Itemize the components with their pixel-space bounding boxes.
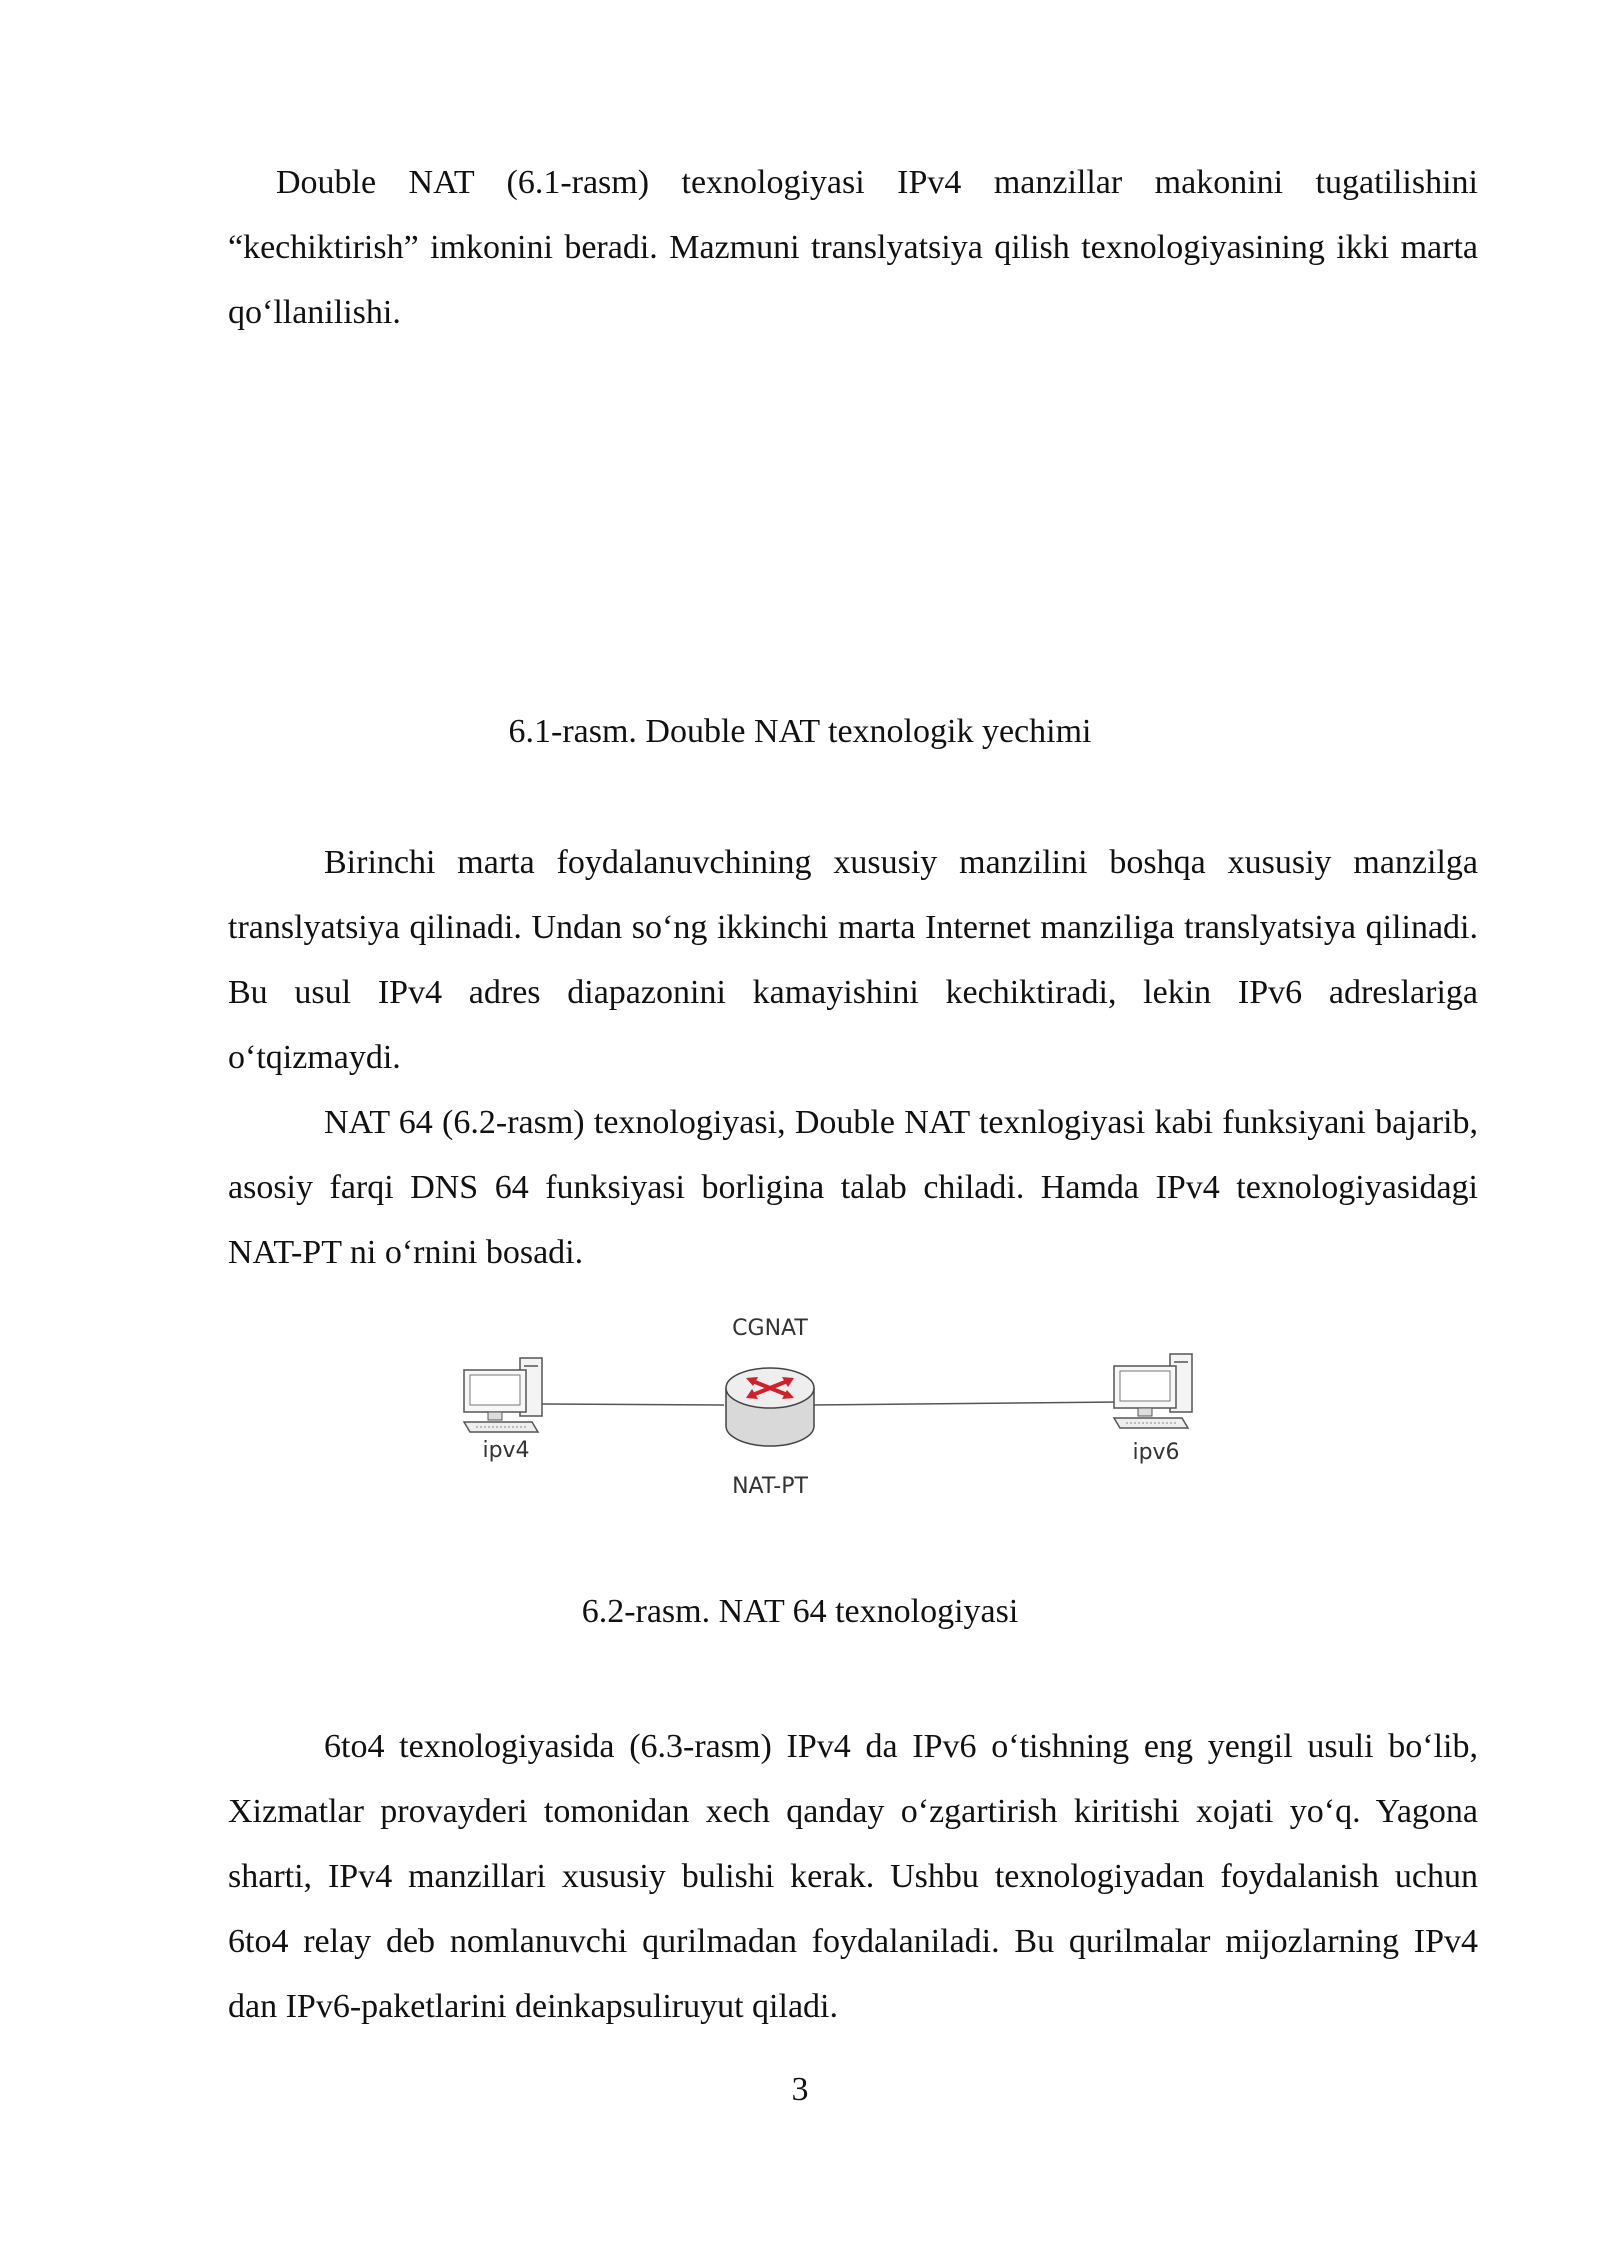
- router-top-label: CGNAT: [732, 1316, 808, 1341]
- ipv6-host-label: ipv6: [1132, 1440, 1180, 1465]
- paragraph-double-nat-details: Birinchi marta foydalanuvchining xususiy manzilini boshqa xususiy manzilga translyatsiya qilinadi. Undan so‘ng ikkinchi marta Internet manziliga translyatsiya qilinadi. Bu usul IPv4 adres diapazonini kamayishini kechiktiradi, lekin IPv6 adreslariga o‘tqizmaydi.: [228, 844, 1478, 1076]
- figure-6-2-diagram: [440, 1310, 1240, 1510]
- computer-icon: [464, 1358, 542, 1432]
- computer-icon: [1114, 1354, 1192, 1428]
- nat64-diagram: [440, 1310, 1240, 1510]
- figure-6-1-caption: 6.1-rasm. Double NAT texnologik yechimi: [508, 713, 1092, 750]
- link-router-to-ipv6: [812, 1402, 1120, 1405]
- figure-6-1-placeholder: [228, 360, 1478, 680]
- link-ipv4-to-router: [542, 1404, 724, 1405]
- figure-6-2-caption: 6.2-rasm. NAT 64 texnologiyasi: [581, 1593, 1019, 1630]
- ipv4-host-label: ipv4: [482, 1438, 530, 1463]
- paragraph-6to4: 6to4 texnologiyasida (6.3-rasm) IPv4 da IPv6 o‘tishning eng yengil usuli bo‘lib, Xizmatlar provayderi tomonidan xech qanday o‘zgartirish kiritishi xojati yo‘q. Yagona sharti, IPv4 manzillari xususiy bulishi kerak. Ushbu texnologiyadan foydalanish uchun 6to4 relay deb nomlanuvchi qurilmadan foydalaniladi. Bu qurilmalar mijozlarning IPv4 dan IPv6-paketlarini deinkapsuliruyut qiladi.: [228, 1728, 1478, 2025]
- page-number: 3: [791, 2071, 809, 2108]
- router-icon: [726, 1368, 814, 1446]
- router-bottom-label: NAT-PT: [732, 1474, 808, 1499]
- paragraph-double-nat-intro: Double NAT (6.1-rasm) texnologiyasi IPv4 manzillar makonini tugatilishini “kechiktirish” imkonini beradi. Mazmuni translyatsiya qilish texnologiyasining ikki marta qo‘llanilishi.: [228, 164, 1478, 331]
- paragraph-nat64-intro: NAT 64 (6.2-rasm) texnologiyasi, Double NAT texnlogiyasi kabi funksiyani bajarib, asosiy farqi DNS 64 funksiyasi borligina talab chiladi. Hamda IPv4 texnologiyasidagi NAT-PT ni o‘rnini bosadi.: [228, 1104, 1478, 1271]
